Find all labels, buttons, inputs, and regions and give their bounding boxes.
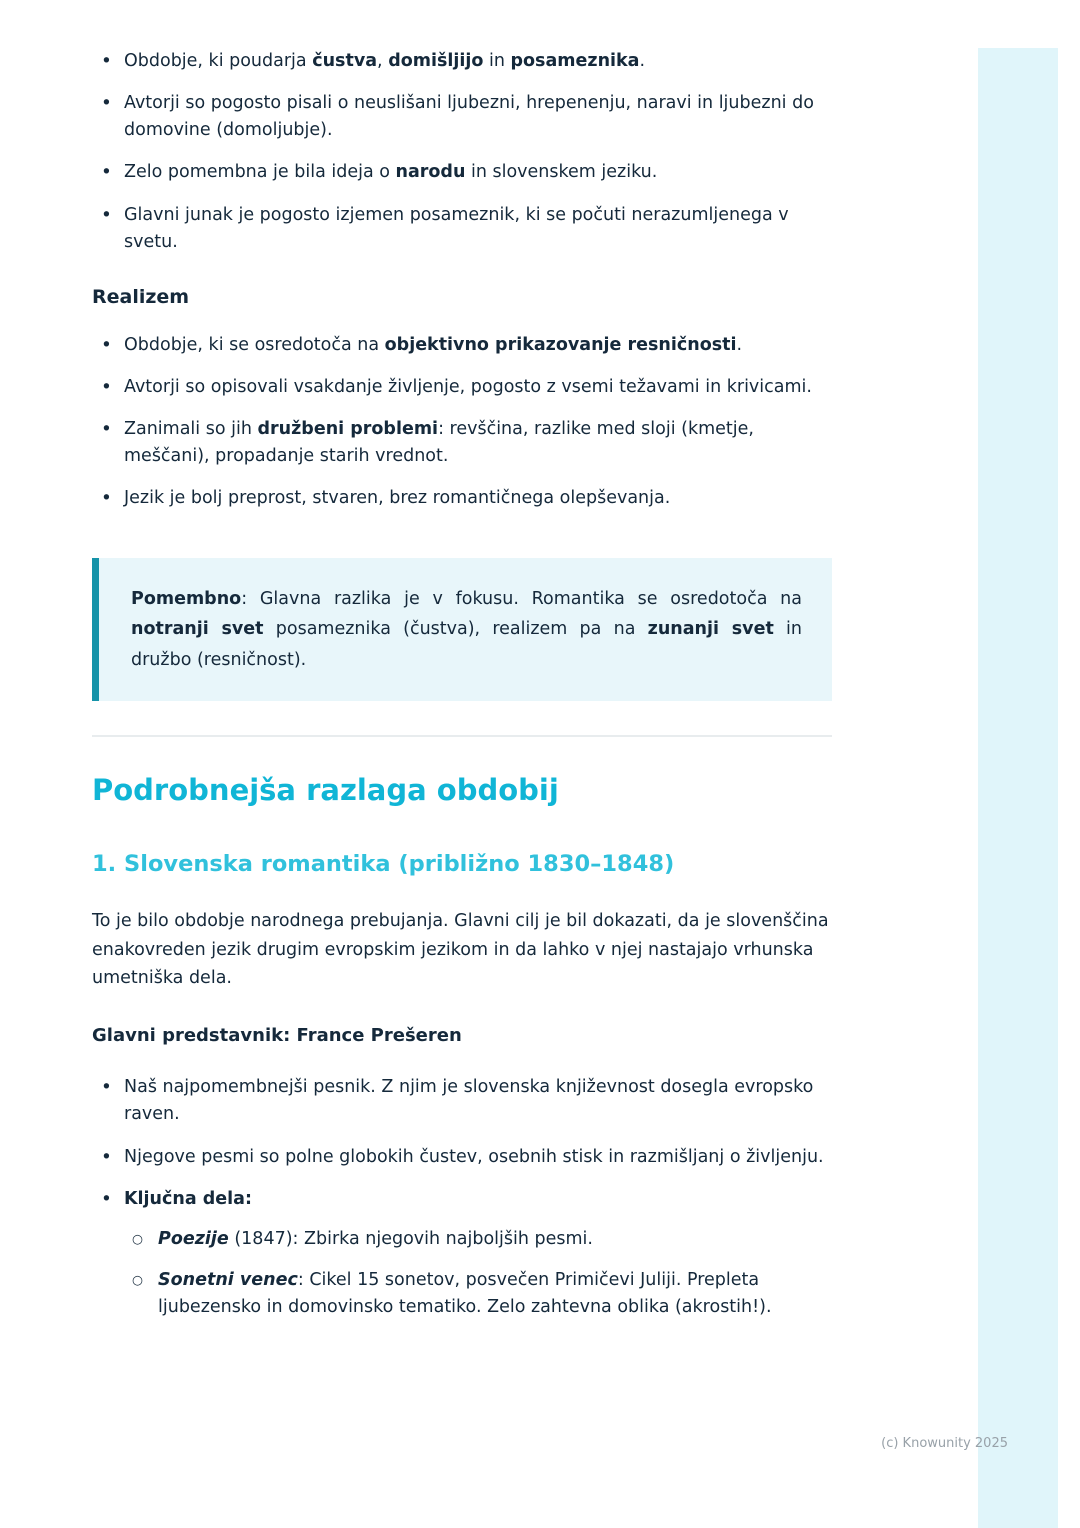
key-works-sublist [124,1226,832,1321]
list-item: • Zelo pomembna je bila ideja o narodu in slovenskem jeziku. [92,159,832,186]
list-item: • Obdobje, ki poudarja čustva, domišljijo in posameznika. [92,48,832,75]
list-item: • Avtorji so opisovali vsakdanje življenje, pogosto z vsemi težavami in krivicami. [92,374,832,401]
list-item: • Obdobje, ki se osredotoča na objektivno prikazovanje resničnosti. [92,332,832,359]
presenter-heading: Glavni predstavnik: France Prešeren [92,1025,462,1047]
list-item: • Naš najpomembnejši pesnik. Z njim je slovenska književnost dosegla evropsko raven. [92,1074,832,1128]
preseren-bullet-list [92,1074,832,1321]
romantika-bullet-list [92,48,832,256]
callout-text: Pomembno: Glavna razlika je v fokusu. Romantika se osredotoča na notranji svet posameznika (čustva), realizem pa na zunanji svet in družbo (resničnost). [131,589,802,670]
side-strip [978,48,1058,1528]
realizem-bullet-list [92,332,832,513]
list-item: • Jezik je bolj preprost, stvaren, brez romantičnega olepševanja. [92,485,832,512]
page-content [92,48,832,1336]
section-title: Podrobnejša razlaga obdobij [92,772,559,807]
sub-list-item: ○ Sonetni venec: Cikel 15 sonetov, posvečen Primičevi Juliji. Prepleta ljubezensko in domovinsko tematiko. Zelo zahtevna oblika (akrostih!). [124,1267,832,1321]
list-item: • Zanimali so jih družbeni problemi: revščina, razlike med sloji (kmetje, meščani), propadanje starih vrednot. [92,416,832,470]
sub-list-item: ○ Poezije (1847): Zbirka njegovih najboljših pesmi. [124,1226,832,1253]
key-works-label: Ključna dela: [124,1188,252,1209]
list-item-key-works [92,1186,832,1322]
list-item: • Avtorji so pogosto pisali o neuslišani ljubezni, hrepenenju, naravi in ljubezni do domovine (domoljubje). [92,90,832,144]
subsection-title: 1. Slovenska romantika (približno 1830–1848) [92,850,675,877]
section-divider [92,735,832,737]
realizem-heading: Realizem [92,285,190,308]
important-callout [92,558,832,700]
list-item: • Glavni junak je pogosto izjemen posameznik, ki se počuti nerazumljenega v svetu. [92,202,832,256]
copyright-note: (c) Knowunity 2025 [881,1436,1008,1451]
list-item: • Njegove pesmi so polne globokih čustev, osebnih stisk in razmišljanj o življenju. [92,1144,832,1171]
intro-paragraph: To je bilo obdobje narodnega prebujanja. Glavni cilj je bil dokazati, da je slovenščina enakovreden jezik drugim evropskim jezikom in da lahko v njej nastajajo vrhunska umetniška dela. [92,910,829,989]
